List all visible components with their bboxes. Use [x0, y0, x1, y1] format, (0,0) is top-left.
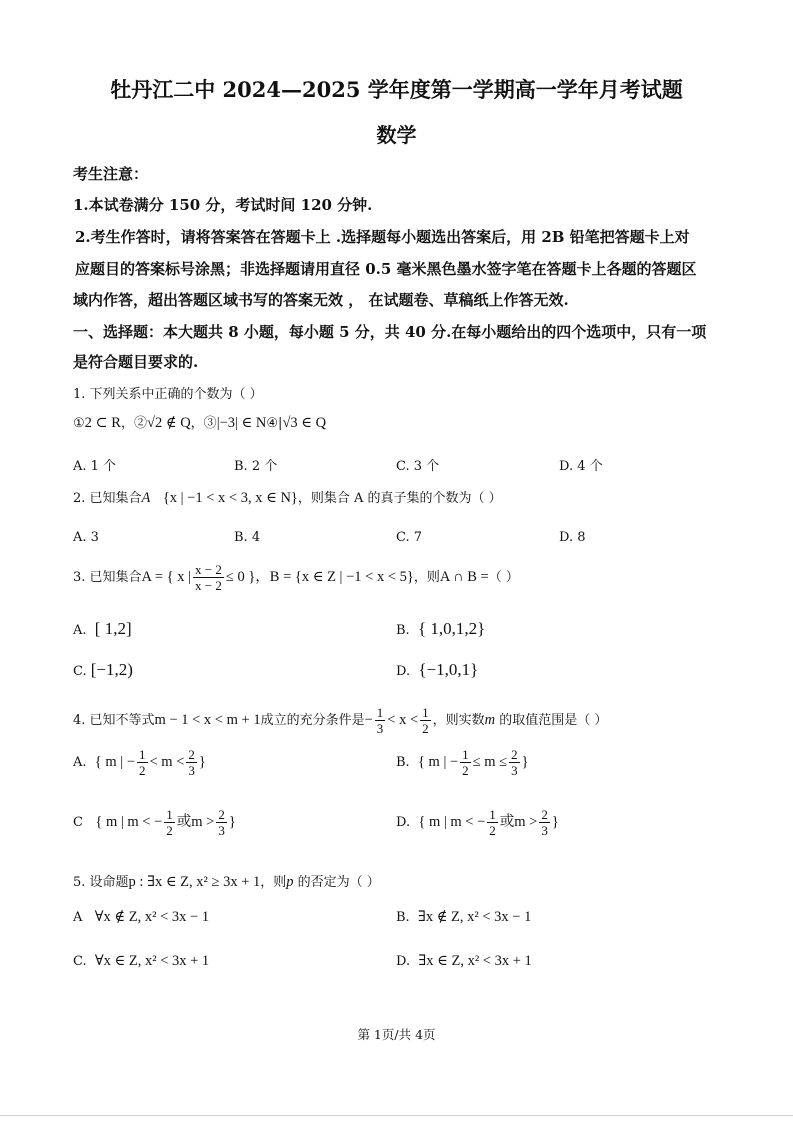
notice-item-2-line-3: 域内作答，超出答题区域书写的答案无效 ， 在试题卷、草稿纸上作答无效. [73, 291, 569, 309]
q1-expr-1: 2 ⊂ R [84, 415, 121, 431]
q3-option-b-label: B. [396, 623, 410, 638]
q2-stem [73, 487, 502, 507]
q4-option-a-pre: { m | − [94, 754, 135, 770]
page-bottom-divider [0, 1115, 793, 1116]
q3-option-d-value: {−1,0,1} [418, 660, 479, 679]
q5-option-c [73, 953, 209, 970]
q3-option-b [396, 619, 485, 639]
q4-option-d-frac-2-num: 2 [541, 807, 548, 822]
q5-stem-b: ，则 [260, 875, 287, 890]
q4-option-d-frac-1-den: 2 [489, 823, 496, 838]
q4-option-c-frac-1-num: 1 [166, 807, 173, 822]
q2-stem-a: 2. 已知集合 [73, 491, 142, 506]
section-heading-line-2: 是符合题目要求的. [73, 353, 199, 371]
q4-option-a-end: } [198, 754, 206, 770]
exam-subject: 数学 [376, 123, 417, 147]
section-heading-line-1: 一、选择题：本大题共 8 小题，每小题 5 分，共 40 分.在每小题给出的四个选项中，只有一项 [73, 323, 707, 341]
q4-option-a-frac-1-num: 1 [139, 747, 146, 762]
q4-option-a-frac-2 [186, 748, 197, 777]
q5-option-a [73, 909, 209, 926]
q4-option-b-frac-2-den: 3 [511, 763, 518, 778]
q4-option-d-frac-2 [539, 808, 550, 837]
q4-cond-frac-2-num: 1 [422, 705, 429, 720]
q1-circled-1: ① [73, 416, 85, 431]
q4-option-d-label: D. [396, 815, 411, 830]
q3-set-a-lhs: A = { x | [141, 569, 192, 585]
q5-option-d-value: ∃x ∈ Z, x² < 3x + 1 [418, 953, 532, 969]
q4-var-m: m [484, 712, 496, 728]
q4-option-a-mid: < m < [149, 754, 185, 770]
q4-cond-mid: < x < [387, 712, 419, 728]
q2-option-b: B. 4 [234, 530, 261, 545]
q4-option-b-mid: ≤ m ≤ [472, 754, 508, 770]
q3-option-a [73, 619, 132, 639]
q4-option-c-frac-1 [164, 808, 175, 837]
q4-option-d-frac-1-num: 1 [489, 807, 496, 822]
q4-option-a-frac-2-den: 3 [188, 763, 195, 778]
q2-set-name: A [141, 490, 151, 506]
q5-stem [73, 871, 380, 891]
q1-expr-2: √2 ∉ Q [147, 415, 191, 431]
q4-cond-minus: − [364, 712, 373, 728]
q3-stem-a: 3. 已知集合 [73, 570, 142, 585]
q4-stem-a: 4. 已知不等式 [73, 713, 155, 728]
q4-option-d-mid: 或m > [499, 814, 538, 830]
q5-option-d-label: D. [396, 954, 411, 969]
q3-stem-b: ，则 [413, 570, 440, 585]
q1-stem: 1. 下列关系中正确的个数为（ ） [73, 387, 263, 402]
q4-stem-c: ，则实数 [432, 713, 485, 728]
q5-option-a-value: ∀x ∉ Z, x² < 3x − 1 [94, 909, 210, 925]
q4-option-a-label: A. [73, 755, 87, 770]
q3-option-a-value: [ 1,2] [94, 619, 132, 638]
q4-option-d-pre: { m | m < − [418, 814, 486, 830]
q4-option-b-frac-1 [460, 748, 471, 777]
q4-option-d-frac-2-den: 3 [541, 823, 548, 838]
q5-option-a-label: A [73, 910, 83, 925]
q4-option-a-frac-1 [137, 748, 148, 777]
q3-stem [73, 563, 519, 592]
q1-sep-1: ，② [120, 416, 147, 431]
q3-intersection: A ∩ B = [439, 569, 489, 585]
q1-expressions [73, 412, 326, 432]
q4-option-c-end: } [228, 814, 236, 830]
q2-option-c: C. 7 [396, 530, 423, 545]
notice-heading: 考生注意： [73, 165, 149, 183]
q5-stem-c: 的否定为（ ） [293, 875, 380, 890]
q2-stem-b: ，则集合 A 的真子集的个数为（ ） [297, 491, 502, 506]
q4-inequality: m − 1 < x < m + 1 [154, 712, 261, 728]
q4-cond-frac-2 [420, 706, 431, 735]
q5-option-b [396, 909, 531, 926]
q2-option-a: A. 3 [73, 530, 99, 545]
q5-option-c-value: ∀x ∈ Z, x² < 3x + 1 [94, 953, 210, 969]
q1-option-b: B. 2 个 [234, 459, 278, 474]
q3-option-c [73, 660, 133, 680]
q4-cond-frac-2-den: 2 [422, 721, 429, 736]
notice-item-1: 1.本试卷满分 150 分，考试时间 120 分钟. [73, 196, 373, 214]
q5-option-b-value: ∃x ∉ Z, x² < 3x − 1 [417, 909, 532, 925]
q4-option-a-frac-2-num: 2 [188, 747, 195, 762]
q3-frac-num: x − 2 [195, 562, 222, 577]
q3-stem-c: （ ） [488, 570, 519, 585]
q4-stem-b: 成立的充分条件是 [260, 713, 365, 728]
q4-option-b-frac-2-num: 2 [511, 747, 518, 762]
q1-expr-4: √3 ∈ Q [282, 415, 327, 431]
q4-cond-frac-1-den: 3 [376, 721, 384, 736]
exam-title: 牡丹江二中 2024—2025 学年度第一学期高一学年月考试题 [110, 77, 683, 102]
q4-option-c-frac-2 [216, 808, 227, 837]
q3-fraction [193, 563, 224, 592]
q1-option-c: C. 3 个 [396, 459, 440, 474]
q5-option-c-label: C. [73, 954, 87, 969]
q4-stem [73, 706, 607, 735]
q2-option-d: D. 8 [559, 530, 586, 545]
q5-var-p: p [286, 874, 294, 890]
q1-circled-4: ④| [266, 416, 283, 431]
q4-stem-d: 的取值范围是（ ） [495, 713, 608, 728]
q4-option-b-frac-1-den: 2 [462, 763, 469, 778]
q4-option-c-label: C [73, 815, 83, 830]
q3-frac-den: x − 2 [195, 578, 222, 593]
q3-option-b-value: { 1,0,1,2} [417, 619, 486, 638]
q4-option-c [73, 808, 236, 837]
q4-option-b [396, 748, 529, 777]
q5-stem-a: 5. 设命题 [73, 875, 129, 890]
q3-option-d-label: D. [396, 664, 411, 679]
q4-option-d-frac-1 [487, 808, 498, 837]
q3-set-a-rhs: ≤ 0 } [225, 569, 256, 585]
q3-option-c-value: [−1,2) [90, 660, 133, 679]
q5-option-d [396, 953, 532, 970]
q4-option-b-frac-1-num: 1 [462, 747, 469, 762]
q4-option-c-pre: { m | m < − [95, 814, 163, 830]
q4-option-c-frac-1-den: 2 [166, 823, 173, 838]
q4-option-c-mid: 或m > [176, 814, 215, 830]
q4-option-a-frac-1-den: 2 [139, 763, 146, 778]
notice-item-2-line-1: 2.考生作答时，请将答案答在答题卡上 .选择题每小题选出答案后，用 2B 铅笔把答题卡上对 [75, 228, 690, 246]
q4-option-d [396, 808, 559, 837]
q4-option-b-frac-2 [509, 748, 520, 777]
notice-item-2-line-2: 应题目的答案标号涂黑；非选择题请用直径 0.5 毫米黑色墨水签字笔在答题卡上各题的答题区 [75, 260, 697, 278]
q4-option-d-end: } [551, 814, 559, 830]
q1-sep-2: ，③ [190, 416, 217, 431]
q4-option-b-label: B. [396, 755, 410, 770]
q1-expr-3: |−3| ∈ N [216, 415, 267, 431]
q4-cond-frac-1-num: 1 [376, 705, 384, 720]
q3-set-b: ，B = {x ∈ Z | −1 < x < 5} [255, 569, 414, 585]
q4-option-a [73, 748, 206, 777]
q1-option-a: A. 1 个 [73, 459, 117, 474]
q4-option-c-frac-2-den: 3 [218, 823, 225, 838]
q2-set-expr: {x | −1 < x < 3, x ∈ N} [162, 490, 298, 506]
q3-option-d [396, 660, 478, 680]
q4-cond-frac-1 [375, 706, 386, 735]
page-number: 第 1页/共 4页 [357, 1027, 436, 1042]
q5-proposition: p : ∃x ∈ Z, x² ≥ 3x + 1 [128, 874, 261, 890]
q1-option-d: D. 4 个 [559, 459, 603, 474]
q4-option-b-pre: { m | − [417, 754, 459, 770]
q4-option-c-frac-2-num: 2 [218, 807, 225, 822]
q4-option-b-end: } [521, 754, 529, 770]
q3-option-c-label: C. [73, 664, 87, 679]
q3-option-a-label: A. [73, 623, 87, 638]
q5-option-b-label: B. [396, 910, 410, 925]
